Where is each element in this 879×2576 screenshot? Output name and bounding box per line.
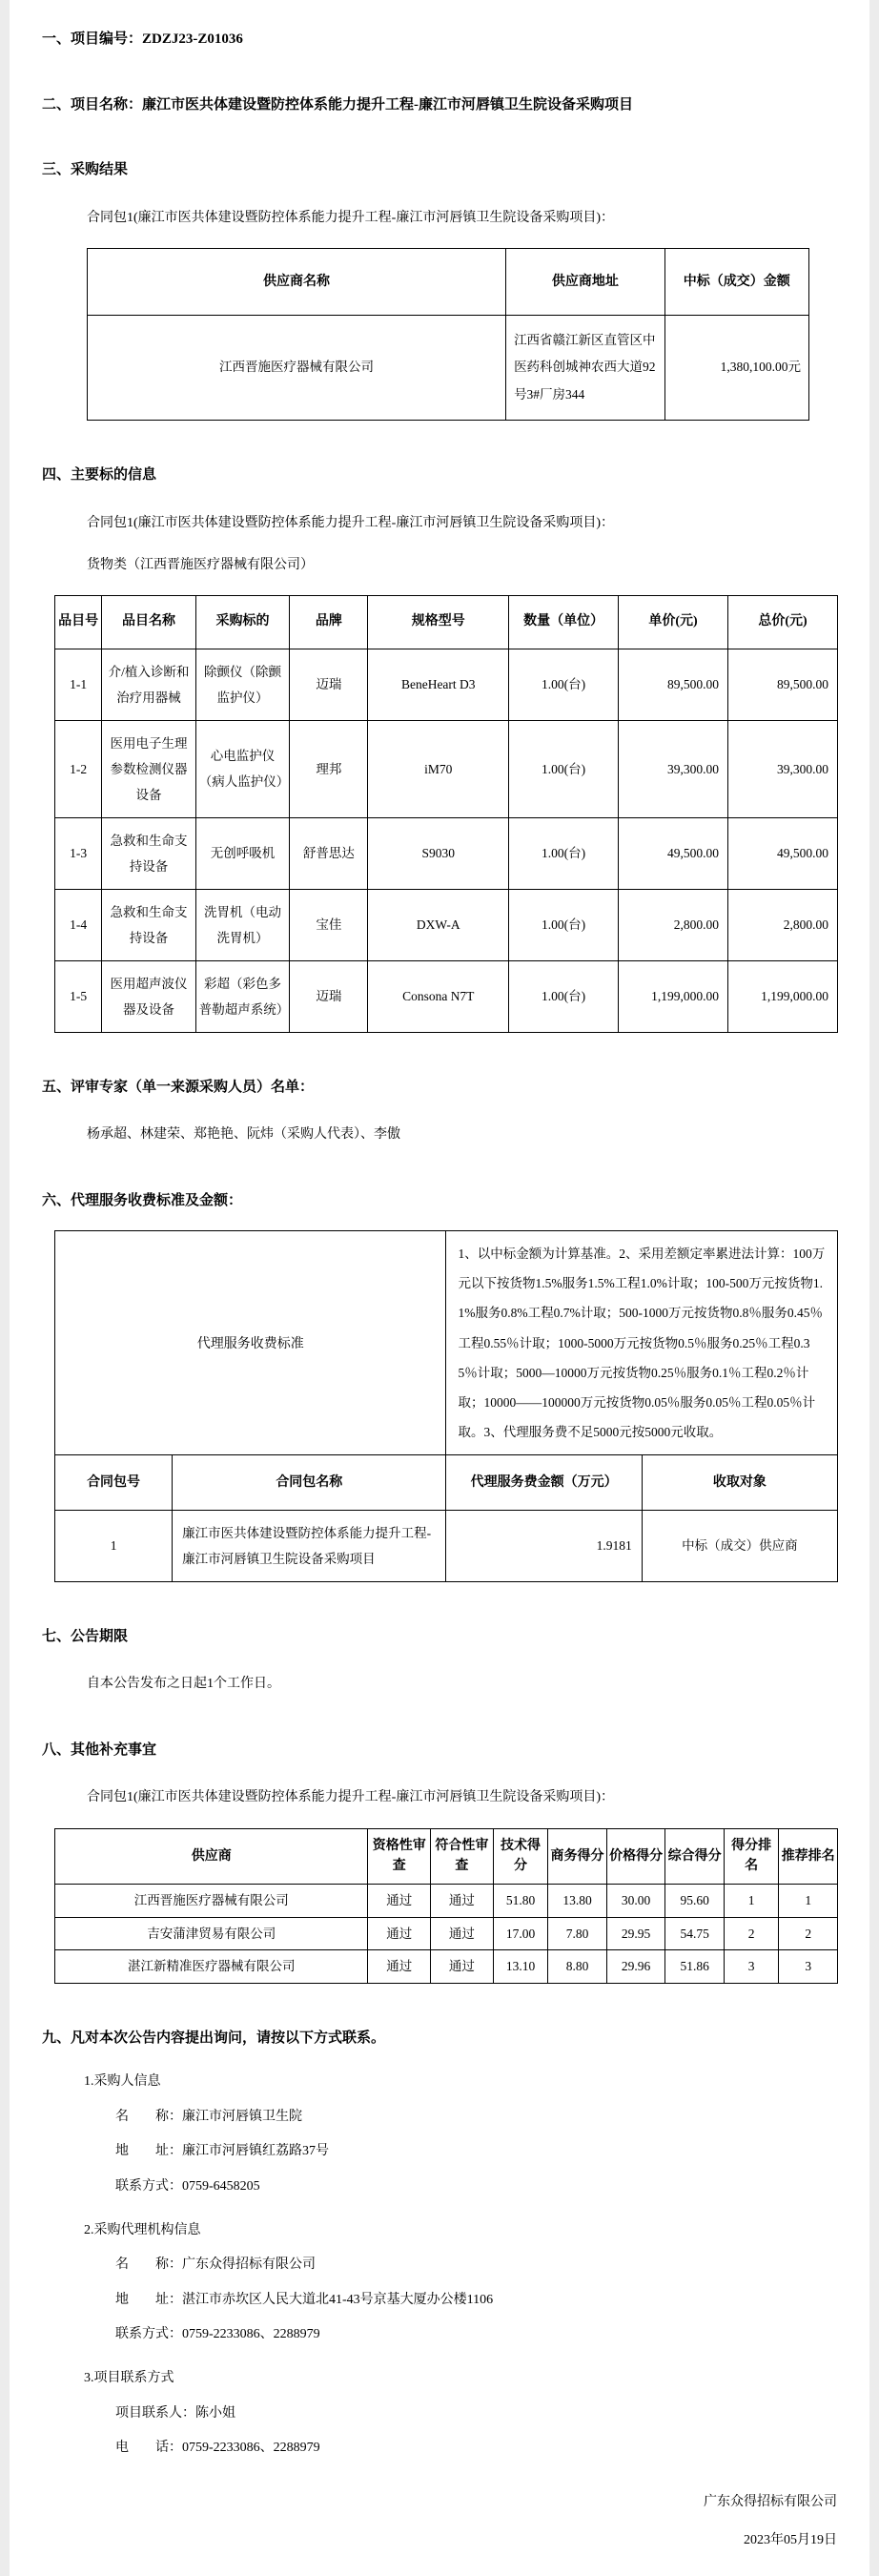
table-cell: 介/植入诊断和治疗用器械 (102, 649, 196, 720)
table-cell: 13.10 (493, 1950, 547, 1984)
table-cell: 1.00(台) (509, 889, 619, 960)
section-experts-title: 五、评审专家（单一来源采购人员）名单： (42, 1079, 315, 1095)
column-header: 商务得分 (548, 1828, 607, 1884)
column-header: 得分排名 (724, 1828, 778, 1884)
fee-standard-text: 1、以中标金额为计算基准。2、采用差额定率累进法计算：100万元以下按货物1.5%服务1.5%工程1.0%计取；100-500万元按货物1.1%服务0.8%工程0.7%计取；500-1000万元按货物0.8％服务0.45％工程0.55％计取；1000-5000万元按货物0.5％服务0.25％工程0.35％计取；5000—10000万元按货物0.25％服务0.1％工程0.2％计取；10000——100000万元按货物0.05％服务0.05％工程0.05％计取。3、代理服务费不足5000元按5000元收取。 (446, 1231, 838, 1454)
table-cell: 7.80 (548, 1917, 607, 1950)
column-header: 采购标的 (195, 596, 290, 649)
table-cell: 2,800.00 (728, 889, 838, 960)
table-cell: 无创呼吸机 (195, 817, 290, 889)
score-table-header-row (55, 1828, 838, 1884)
column-header: 中标（成交）金额 (664, 248, 808, 315)
column-header: 品牌 (290, 596, 368, 649)
table-row (55, 960, 838, 1032)
goods-table (54, 595, 838, 1033)
notice-period-text: 自本公告发布之日起1个工作日。 (87, 1677, 280, 1692)
section-supplement-title: 八、其他补充事宜 (42, 1741, 157, 1758)
column-header: 品目号 (55, 596, 102, 649)
column-header: 合同包名称 (173, 1454, 446, 1510)
table-cell: 通过 (431, 1917, 494, 1950)
table-cell: 心电监护仪（病人监护仪） (195, 720, 290, 817)
project-contact-person: 项目联系人：陈小姐 (115, 2405, 235, 2421)
table-cell: 1 (779, 1885, 838, 1918)
column-header: 数量（单位） (509, 596, 619, 649)
column-header: 代理服务费金额（万元） (446, 1454, 642, 1510)
column-header: 供应商 (55, 1828, 368, 1884)
result-package-line: 合同包1(廉江市医共体建设暨防控体系能力提升工程-廉江市河唇镇卫生院设备采购项目)： (87, 210, 614, 225)
column-header: 推荐排名 (779, 1828, 838, 1884)
table-cell: 湛江新精准医疗器械有限公司 (55, 1950, 368, 1984)
table-cell: 江西省赣江新区直管区中医药科创城神农西大道92号3#厂房344 (506, 316, 665, 421)
agency-name: 名 称：广东众得招标有限公司 (115, 2257, 316, 2273)
section-project-no: 一、项目编号：ZDZJ23-Z01036 (42, 31, 243, 47)
table-cell: 1,380,100.00元 (664, 316, 808, 421)
column-header: 技术得分 (493, 1828, 547, 1884)
project-contact-tel: 电 话：0759-2233086、2288979 (115, 2441, 320, 2456)
agency-tel: 联系方式：0759-2233086、2288979 (115, 2327, 320, 2342)
table-cell: Consona N7T (368, 960, 509, 1032)
table-cell: 13.80 (548, 1885, 607, 1918)
result-table (87, 248, 809, 421)
table-cell: 1,199,000.00 (728, 960, 838, 1032)
table-cell: 1.00(台) (509, 817, 619, 889)
table-cell: 1.00(台) (509, 720, 619, 817)
fee-payer: 中标（成交）供应商 (642, 1510, 837, 1581)
purchaser-info-heading: 1.采购人信息 (84, 2074, 161, 2090)
table-cell: 89,500.00 (728, 649, 838, 720)
table-row (55, 1885, 838, 1918)
table-cell: 1.00(台) (509, 960, 619, 1032)
table-cell: 49,500.00 (728, 817, 838, 889)
agency-info-heading: 2.采购代理机构信息 (84, 2222, 201, 2237)
column-header: 符合性审查 (431, 1828, 494, 1884)
table-row (55, 1950, 838, 1984)
purchaser-name: 名 称：廉江市河唇镇卫生院 (115, 2109, 302, 2124)
table-cell: 2 (724, 1917, 778, 1950)
table-cell: 通过 (368, 1917, 431, 1950)
table-cell: 1-2 (55, 720, 102, 817)
table-cell: 1 (724, 1885, 778, 1918)
table-cell: BeneHeart D3 (368, 649, 509, 720)
expert-names: 杨承超、林建荣、郑艳艳、阮炜（采购人代表）、李傲 (87, 1127, 400, 1143)
table-cell: 舒普思达 (290, 817, 368, 889)
agency-fee-table (54, 1230, 838, 1582)
table-cell: 30.00 (606, 1885, 665, 1918)
table-cell: 89,500.00 (619, 649, 728, 720)
table-cell: 通过 (431, 1885, 494, 1918)
table-cell: 1-3 (55, 817, 102, 889)
footer-organization: 广东众得招标有限公司 (704, 2494, 837, 2509)
table-cell: 急救和生命支持设备 (102, 889, 196, 960)
column-header: 资格性审查 (368, 1828, 431, 1884)
table-cell: 8.80 (548, 1950, 607, 1984)
result-table-header-row (88, 248, 809, 315)
subject-category-line: 货物类（江西晋施医疗器械有限公司） (87, 558, 314, 572)
supplement-package-line: 合同包1(廉江市医共体建设暨防控体系能力提升工程-廉江市河唇镇卫生院设备采购项目)： (87, 1790, 614, 1805)
table-row (55, 720, 838, 817)
table-cell: 宝佳 (290, 889, 368, 960)
table-cell: 急救和生命支持设备 (102, 817, 196, 889)
column-header: 规格型号 (368, 596, 509, 649)
column-header: 品目名称 (102, 596, 196, 649)
table-cell: 1-4 (55, 889, 102, 960)
column-header: 供应商地址 (506, 248, 665, 315)
table-cell: 1,199,000.00 (619, 960, 728, 1032)
table-cell: 51.80 (493, 1885, 547, 1918)
table-row (55, 817, 838, 889)
section-contact-title: 九、凡对本次公告内容提出询问，请按以下方式联系。 (42, 2030, 386, 2046)
section-notice-period-title: 七、公告期限 (42, 1628, 129, 1644)
table-cell: 1.00(台) (509, 649, 619, 720)
document-sheet (10, 0, 869, 2576)
table-cell: 通过 (368, 1885, 431, 1918)
table-cell: 3 (724, 1950, 778, 1984)
score-table (54, 1828, 838, 1984)
fee-standard-row (55, 1231, 838, 1454)
fee-amount: 1.9181 (446, 1510, 642, 1581)
table-cell: 2,800.00 (619, 889, 728, 960)
table-cell: 1-5 (55, 960, 102, 1032)
table-cell: 迈瑞 (290, 649, 368, 720)
table-cell: 17.00 (493, 1917, 547, 1950)
table-row (55, 1917, 838, 1950)
section-result-title: 三、采购结果 (42, 162, 129, 177)
table-cell: 医用电子生理参数检测仪器设备 (102, 720, 196, 817)
table-cell: iM70 (368, 720, 509, 817)
table-cell: DXW-A (368, 889, 509, 960)
table-row (55, 889, 838, 960)
table-cell: 通过 (368, 1950, 431, 1984)
table-cell: 51.86 (665, 1950, 725, 1984)
table-row (55, 649, 838, 720)
agency-address: 地 址：湛江市赤坎区人民大道北41-43号京基大厦办公楼1106 (115, 2292, 494, 2307)
table-cell: 2 (779, 1917, 838, 1950)
table-cell: 彩超（彩色多普勒超声系统） (195, 960, 290, 1032)
table-cell: 3 (779, 1950, 838, 1984)
table-cell: 除颤仪（除颤监护仪） (195, 649, 290, 720)
table-cell: 理邦 (290, 720, 368, 817)
project-contact-heading: 3.项目联系方式 (84, 2371, 174, 2386)
table-row (88, 316, 809, 421)
footer-date: 2023年05月19日 (744, 2533, 837, 2548)
table-cell: 39,300.00 (619, 720, 728, 817)
table-cell: 江西晋施医疗器械有限公司 (88, 316, 506, 421)
table-cell: 江西晋施医疗器械有限公司 (55, 1885, 368, 1918)
column-header: 供应商名称 (88, 248, 506, 315)
table-cell: 医用超声波仪器及设备 (102, 960, 196, 1032)
column-header: 总价(元) (728, 596, 838, 649)
fee-standard-label: 代理服务收费标准 (55, 1231, 446, 1454)
column-header: 单价(元) (619, 596, 728, 649)
column-header: 收取对象 (642, 1454, 837, 1510)
table-cell: 通过 (431, 1950, 494, 1984)
purchaser-tel: 联系方式：0759-6458205 (115, 2178, 260, 2194)
section-subject-title: 四、主要标的信息 (42, 467, 157, 484)
table-cell: 95.60 (665, 1885, 725, 1918)
fee-table-data-row (55, 1510, 838, 1581)
table-cell: 吉安蒲津贸易有限公司 (55, 1917, 368, 1950)
table-cell: 49,500.00 (619, 817, 728, 889)
section-agency-fee-title: 六、代理服务收费标准及金额： (42, 1192, 243, 1208)
goods-table-header-row (55, 596, 838, 649)
column-header: 合同包号 (55, 1454, 173, 1510)
table-cell: 29.95 (606, 1917, 665, 1950)
purchaser-address: 地 址：廉江市河唇镇红荔路37号 (115, 2144, 329, 2159)
subject-package-line: 合同包1(廉江市医共体建设暨防控体系能力提升工程-廉江市河唇镇卫生院设备采购项目)： (87, 515, 614, 530)
table-cell: 39,300.00 (728, 720, 838, 817)
fee-table-header-row (55, 1454, 838, 1510)
section-project-name: 二、项目名称：廉江市医共体建设暨防控体系能力提升工程-廉江市河唇镇卫生院设备采购项目 (42, 96, 633, 113)
fee-package-no: 1 (55, 1510, 173, 1581)
column-header: 价格得分 (606, 1828, 665, 1884)
table-cell: 54.75 (665, 1917, 725, 1950)
table-cell: 29.96 (606, 1950, 665, 1984)
table-cell: S9030 (368, 817, 509, 889)
table-cell: 1-1 (55, 649, 102, 720)
fee-package-name: 廉江市医共体建设暨防控体系能力提升工程-廉江市河唇镇卫生院设备采购项目 (173, 1510, 446, 1581)
table-cell: 迈瑞 (290, 960, 368, 1032)
column-header: 综合得分 (665, 1828, 725, 1884)
table-cell: 洗胃机（电动洗胃机） (195, 889, 290, 960)
